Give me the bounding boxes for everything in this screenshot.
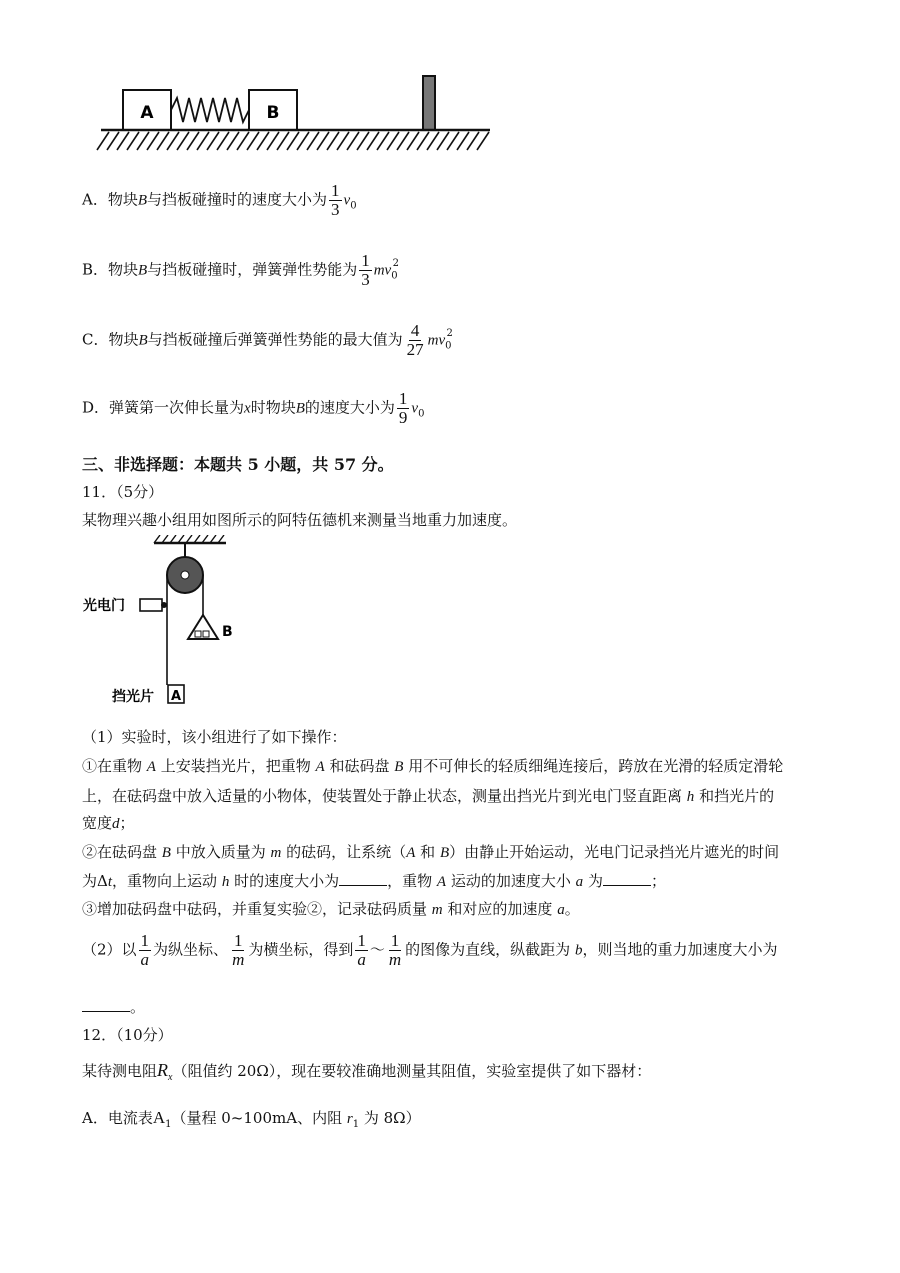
q11-intro: 某物理兴趣小组用如图所示的阿特伍德机来测量当地重力加速度。 <box>82 511 518 529</box>
photogate <box>140 599 162 611</box>
q11-step1-line2: 上，在砝码盘中放入适量的小物体，使装置处于静止状态，测量出挡光片到光电门竖直距离 h 和挡光片的 <box>82 787 775 805</box>
spring <box>171 98 249 122</box>
photogate-sensor <box>161 602 167 608</box>
answer-blank-2 <box>603 871 651 886</box>
option-a: A．物块B与挡板碰撞时的速度大小为 $\frac{1}{3}$ $v_0$ <box>82 181 357 219</box>
option-b: B．物块B与挡板碰撞时，弹簧弹性势能为 $\frac{1}{3}$ $mv_0^2$ <box>82 251 399 289</box>
pulley-axle <box>181 571 189 579</box>
q11-step3: ③增加砝码盘中砝码，并重复实验②，记录砝码质量 m 和对应的加速度 a。 <box>82 900 580 918</box>
weight-a-label: A <box>170 689 182 704</box>
weight-2 <box>203 631 209 637</box>
answer-blank-3 <box>82 997 130 1012</box>
shade-label: 挡光片 <box>112 689 154 705</box>
ground-hatch <box>97 132 489 150</box>
q11-step1-line3: 宽度d； <box>82 814 135 832</box>
q11-p2-end: 。 <box>82 996 145 1017</box>
baffle <box>423 76 435 130</box>
q12-intro: 某待测电阻$R_x$（阻值约 20Ω），现在要较准确地测量其阻值，实验室提供了如下器材： <box>82 1060 652 1083</box>
atwood-figure <box>80 535 280 710</box>
q11-step1-line1: ①在重物 A 上安装挡光片，把重物 A 和砝码盘 B 用不可伸长的轻质细绳连接后，跨放在光滑的轻质定滑轮 <box>82 757 784 775</box>
q12-option-a: A．电流表$A_1$（量程 0~100mA、内阻 $r_1$ 为 8Ω） <box>82 1108 421 1130</box>
answer-blank-1 <box>339 871 387 886</box>
spring-blocks-figure <box>95 70 495 155</box>
block-a-label: A <box>140 103 154 123</box>
q11-header: 11．（5分） <box>82 483 164 501</box>
q11-step2-line2: 为Δt，重物向上运动 h 时的速度大小为 ，重物 A 运动的加速度大小 a 为 ； <box>82 872 666 890</box>
q11-p2: （2）以 $\frac{1}{a}$ 为纵坐标、 $\frac{1}{m}$ 为横坐标，得到 $\frac{1}{a}$ ～ $\frac{1}{m}$ 的图像为直线，纵截距为 b，则当地的重力加速度大小为 <box>82 931 778 969</box>
q11-p1: （1）实验时，该小组进行了如下操作： <box>82 728 347 746</box>
section-title: 三、非选择题：本题共 5 小题，共 57 分。 <box>82 455 394 474</box>
q11-step2-line1: ②在砝码盘 B 中放入质量为 m 的砝码，让系统（A 和 B）由静止开始运动，光电门记录挡光片遮光的时间 <box>82 843 780 861</box>
option-d: D．弹簧第一次伸长量为x时物块B的速度大小为 $\frac{1}{9}$ $v_0$ <box>82 389 425 427</box>
block-b-label: B <box>266 103 280 123</box>
weight-1 <box>195 631 201 637</box>
option-c: C．物块B与挡板碰撞后弹簧弹性势能的最大值为 $\frac{4}{27}$ $mv_0^2$ <box>82 321 453 359</box>
photogate-label: 光电门 <box>83 598 125 614</box>
pan-b-label: B <box>222 624 233 640</box>
q12-header: 12．（10分） <box>82 1026 173 1044</box>
